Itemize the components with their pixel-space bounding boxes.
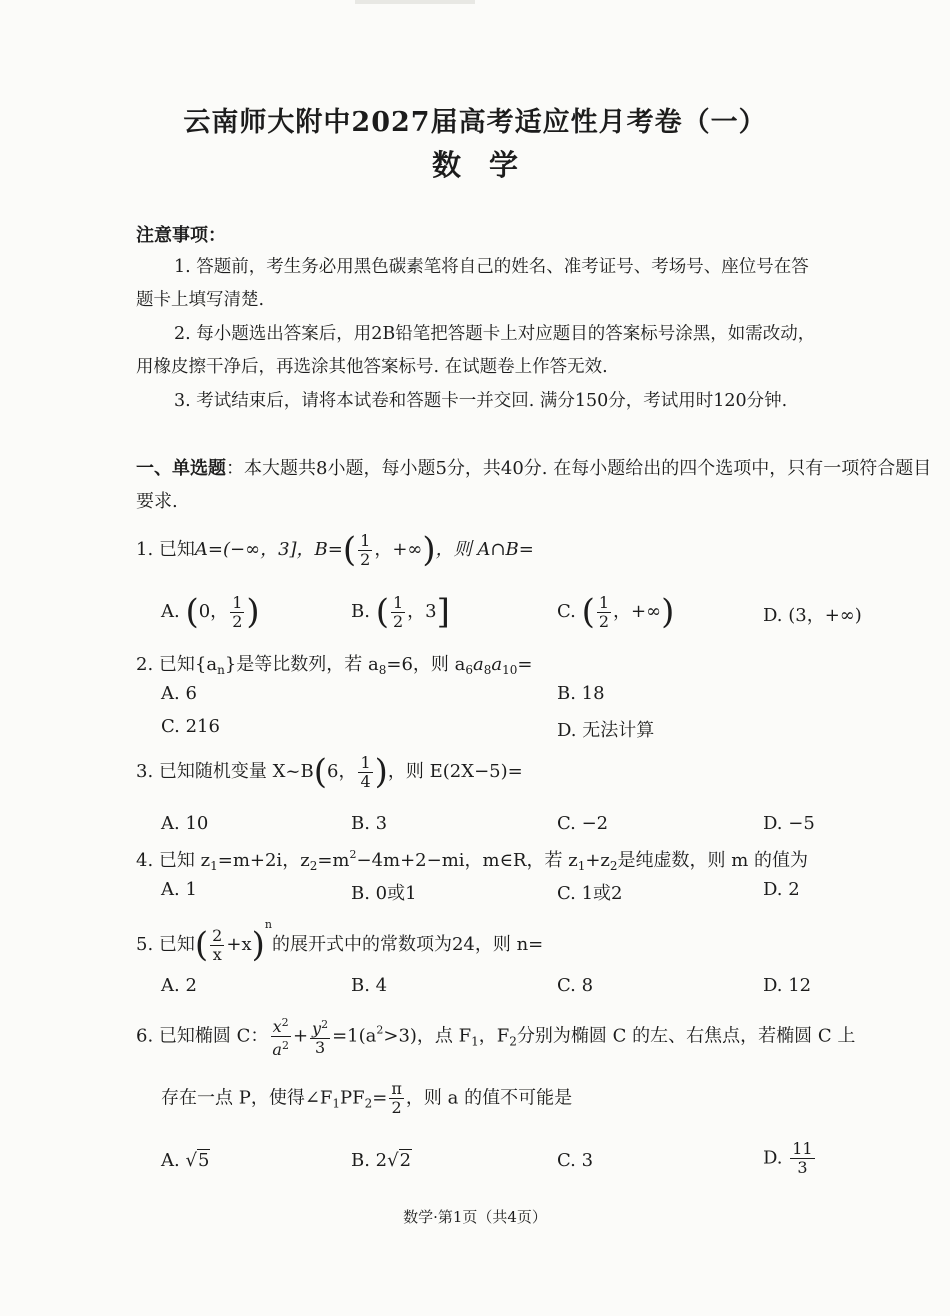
q5-exp: n: [264, 918, 272, 931]
q6-x: x: [272, 1017, 282, 1036]
question-2: [136, 650, 533, 677]
q6-prefix: 6. 已知椭圆 C：: [136, 1025, 269, 1047]
q3-den: 4: [360, 771, 371, 791]
q6-a-rad: 5: [197, 1150, 210, 1171]
notes-heading: 注意事项：: [136, 225, 226, 246]
note-1-line-1: 1. 答题前，考生务必用黑色碳素笔将自己的姓名、准考证号、考场号、座位号在答: [174, 257, 809, 277]
q1-option-a: [161, 592, 260, 632]
q6-pi: π: [391, 1079, 402, 1098]
q6-sub-2: 2: [509, 1034, 517, 1049]
q6-l2-c: =: [372, 1087, 388, 1109]
q6-b-rad: 2: [399, 1150, 412, 1171]
q5-plus-x: +x: [226, 934, 252, 955]
q1-d-label: D.: [763, 605, 783, 626]
q1-option-c: [557, 592, 674, 632]
q2-sub-n: n: [217, 663, 225, 677]
question-4: [136, 846, 808, 873]
q5-den: x: [212, 944, 222, 964]
q5-paren-open: (: [194, 925, 209, 965]
q5-paren-close: ): [251, 925, 265, 965]
q1-b-label: B.: [351, 601, 370, 622]
q2-eq: =: [517, 654, 533, 675]
q6-b-label: B. 2: [351, 1150, 388, 1171]
question-1: [136, 530, 534, 570]
q6-three: 3: [314, 1038, 326, 1057]
q1-c-den: 2: [598, 611, 610, 631]
q6-l2-a: 存在一点 P，使得∠F: [161, 1087, 333, 1109]
q6-frac-x-den: [270, 1037, 291, 1059]
q1-c-label: C.: [557, 601, 576, 622]
q2-a-var-2: a: [491, 654, 503, 675]
q6-pi-frac: [389, 1080, 404, 1117]
q6-d-den: 3: [797, 1158, 808, 1177]
q4-c: =m: [317, 850, 350, 871]
q1-a-frac: [230, 594, 244, 631]
q3-option-d: D. −5: [763, 813, 815, 834]
q1-b-right: ，3: [407, 601, 437, 622]
q4-sub-1b: 1: [577, 859, 586, 873]
q6-cond4: 分别为椭圆 C 的左、右焦点，若椭圆 C 上: [516, 1025, 856, 1047]
q4-sup-2: 2: [349, 848, 357, 861]
note-1-line-2: 题卡上填写清楚.: [136, 290, 265, 310]
q6-cond: =1(a: [332, 1025, 377, 1047]
q1-a-paren-open: (: [185, 592, 199, 632]
q6-sub-1: 1: [471, 1034, 479, 1049]
q3-num: 1: [360, 752, 371, 772]
q1-c-paren-open: (: [581, 592, 595, 632]
q5-option-d: D. 12: [763, 975, 812, 996]
q4-option-d: D. 2: [763, 879, 800, 900]
q5-frac: [210, 927, 224, 964]
q6-option-a: A. √5: [161, 1150, 210, 1171]
q6-plus: +: [292, 1025, 309, 1047]
q1-prefix: 1. 已知: [136, 539, 195, 560]
q4-d: −4m+2−mi，m∈R，若 z: [356, 850, 578, 871]
q3-six: 6，: [327, 761, 357, 782]
q1-option-d: [763, 601, 862, 627]
q6-y-sq: 2: [321, 1018, 329, 1031]
q4-f: 是纯虚数，则 m 的值为: [617, 850, 809, 871]
q1-inf: ，+∞: [374, 539, 423, 560]
q1-c-paren-close: ): [661, 592, 675, 632]
q6-frac-x: [270, 1014, 291, 1059]
q2-b: }是等比数列，若 a: [224, 654, 379, 675]
page-footer: 数学·第1页（共4页）: [403, 1208, 547, 1226]
q2-option-b: B. 18: [557, 683, 605, 704]
q3-ask: ，则 E(2X−5)=: [387, 761, 523, 782]
q1-sets: A=(−∞，3]，B=: [194, 539, 343, 560]
q4-sub-2: 2: [309, 859, 318, 873]
q6-option-c: C. 3: [557, 1150, 594, 1171]
q4-sub-2b: 2: [609, 859, 618, 873]
q5-option-a: A. 2: [161, 975, 197, 996]
q6-option-d: [763, 1140, 817, 1177]
q6-l2-b: PF: [340, 1087, 365, 1109]
q1-a-paren-close: ): [246, 592, 260, 632]
q1-b-frac: [391, 594, 405, 631]
q4-b: =m+2i，z: [217, 850, 310, 871]
q1-a-left: 0，: [198, 601, 229, 622]
q3-frac: [358, 754, 372, 791]
q6-y: y: [312, 1019, 322, 1038]
question-6-line-2: [161, 1080, 572, 1117]
q6-cond2: >3)，点 F: [383, 1025, 472, 1047]
section-1-desc: ：本大题共8小题，每小题5分，共40分. 在每小题给出的四个选项中，只有一项符合题目要求.: [136, 458, 932, 512]
q6-a-label: A.: [161, 1150, 180, 1171]
q1-c-right: ，+∞: [613, 601, 662, 622]
note-2-line-1: 2. 每小题选出答案后，用2B铅笔把答题卡上对应题目的答案标号涂黑，如需改动，: [174, 324, 816, 344]
q2-a-var: a: [473, 654, 484, 675]
q6-d-label: D.: [763, 1147, 783, 1169]
q2-sub-10: 10: [502, 663, 518, 677]
q4-sub-1: 1: [210, 859, 218, 873]
q1-c-frac: [597, 594, 611, 631]
q1-b-num: 1: [392, 592, 404, 612]
q1-half: [358, 532, 372, 569]
q5-prefix: 5. 已知: [136, 934, 195, 955]
q3-prefix: 3. 已知随机变量 X~B: [136, 761, 314, 782]
q1-ask: ，则 A∩B=: [435, 539, 534, 560]
q1-b-den: 2: [392, 611, 404, 631]
q5-option-b: B. 4: [351, 975, 388, 996]
q3-paren-open: (: [313, 752, 328, 792]
q4-option-b: B. 0或1: [351, 883, 417, 904]
q1-b-paren-open: (: [375, 592, 389, 632]
exam-title: 云南师大附中2027届高考适应性月考卷（一）: [183, 107, 767, 138]
q2-sub-8b: 8: [483, 663, 492, 677]
q6-frac-x-num: [271, 1014, 291, 1037]
question-3: [136, 752, 523, 792]
q6-frac-y: [310, 1016, 330, 1057]
q6-l2-sub-2: 2: [364, 1096, 373, 1111]
q2-sub-6: 6: [465, 663, 474, 677]
q4-option-c: C. 1或2: [557, 883, 623, 904]
question-5: [136, 918, 543, 965]
q1-d-text: (3，+∞): [788, 605, 862, 626]
q6-d-frac: [790, 1140, 814, 1177]
q5-option-c: C. 8: [557, 975, 594, 996]
q1-a-den: 2: [232, 611, 243, 631]
q1-a-label: A.: [161, 601, 180, 622]
q1-c-num: 1: [598, 592, 610, 612]
q6-x-sq: 2: [281, 1016, 289, 1029]
q6-cond3: ，F: [478, 1025, 510, 1047]
q3-option-a: A. 10: [161, 813, 209, 834]
q6-l2-sub-1: 1: [332, 1096, 341, 1111]
question-6-line-1: [136, 1014, 855, 1059]
q5-tail: 的展开式中的常数项为24，则 n=: [271, 934, 544, 955]
q2-a: 2. 已知{a: [136, 654, 218, 675]
q6-frac-y-num: [310, 1016, 330, 1039]
q2-sub-8: 8: [378, 663, 387, 677]
q1-paren-open: (: [342, 530, 357, 570]
q1-half-den: 2: [360, 549, 371, 569]
q3-option-b: B. 3: [351, 813, 388, 834]
q6-a-sup: 2: [376, 1023, 384, 1037]
q2-option-c: C. 216: [161, 716, 220, 737]
scan-smudge: [355, 0, 475, 4]
q1-b-bracket-close: ]: [436, 592, 450, 632]
section-1-heading: [136, 452, 936, 518]
section-1-label: 一、单选题: [136, 458, 226, 479]
q1-option-b: [351, 592, 450, 632]
subject-title: 数学: [431, 148, 546, 182]
note-3: 3. 考试结束后，请将本试卷和答题卡一并交回. 满分150分，考试用时120分钟.: [174, 391, 788, 411]
q1-half-num: 1: [360, 530, 371, 550]
note-2-line-2: 用橡皮擦干净后，再选涂其他答案标号. 在试题卷上作答无效.: [136, 357, 608, 377]
q3-paren-close: ): [374, 752, 388, 792]
q1-paren-close: ): [422, 530, 436, 570]
q2-option-d: D. 无法计算: [557, 720, 655, 741]
q6-a: a: [272, 1040, 282, 1059]
q4-option-a: A. 1: [161, 879, 197, 900]
q6-pi-den: 2: [391, 1098, 402, 1117]
q1-a-num: 1: [232, 592, 243, 612]
q3-option-c: C. −2: [557, 813, 609, 834]
q2-option-a: A. 6: [161, 683, 197, 704]
q6-a-sq: 2: [281, 1039, 289, 1052]
q4-a: 4. 已知 z: [136, 850, 211, 871]
q5-num: 2: [212, 925, 223, 945]
q6-l2-d: ，则 a 的值不可能是: [405, 1087, 573, 1109]
q6-d-num: 11: [792, 1139, 813, 1158]
q2-c: =6，则 a: [386, 654, 466, 675]
q6-option-b: B. 2√2: [351, 1150, 412, 1171]
q4-e: +z: [585, 850, 610, 871]
